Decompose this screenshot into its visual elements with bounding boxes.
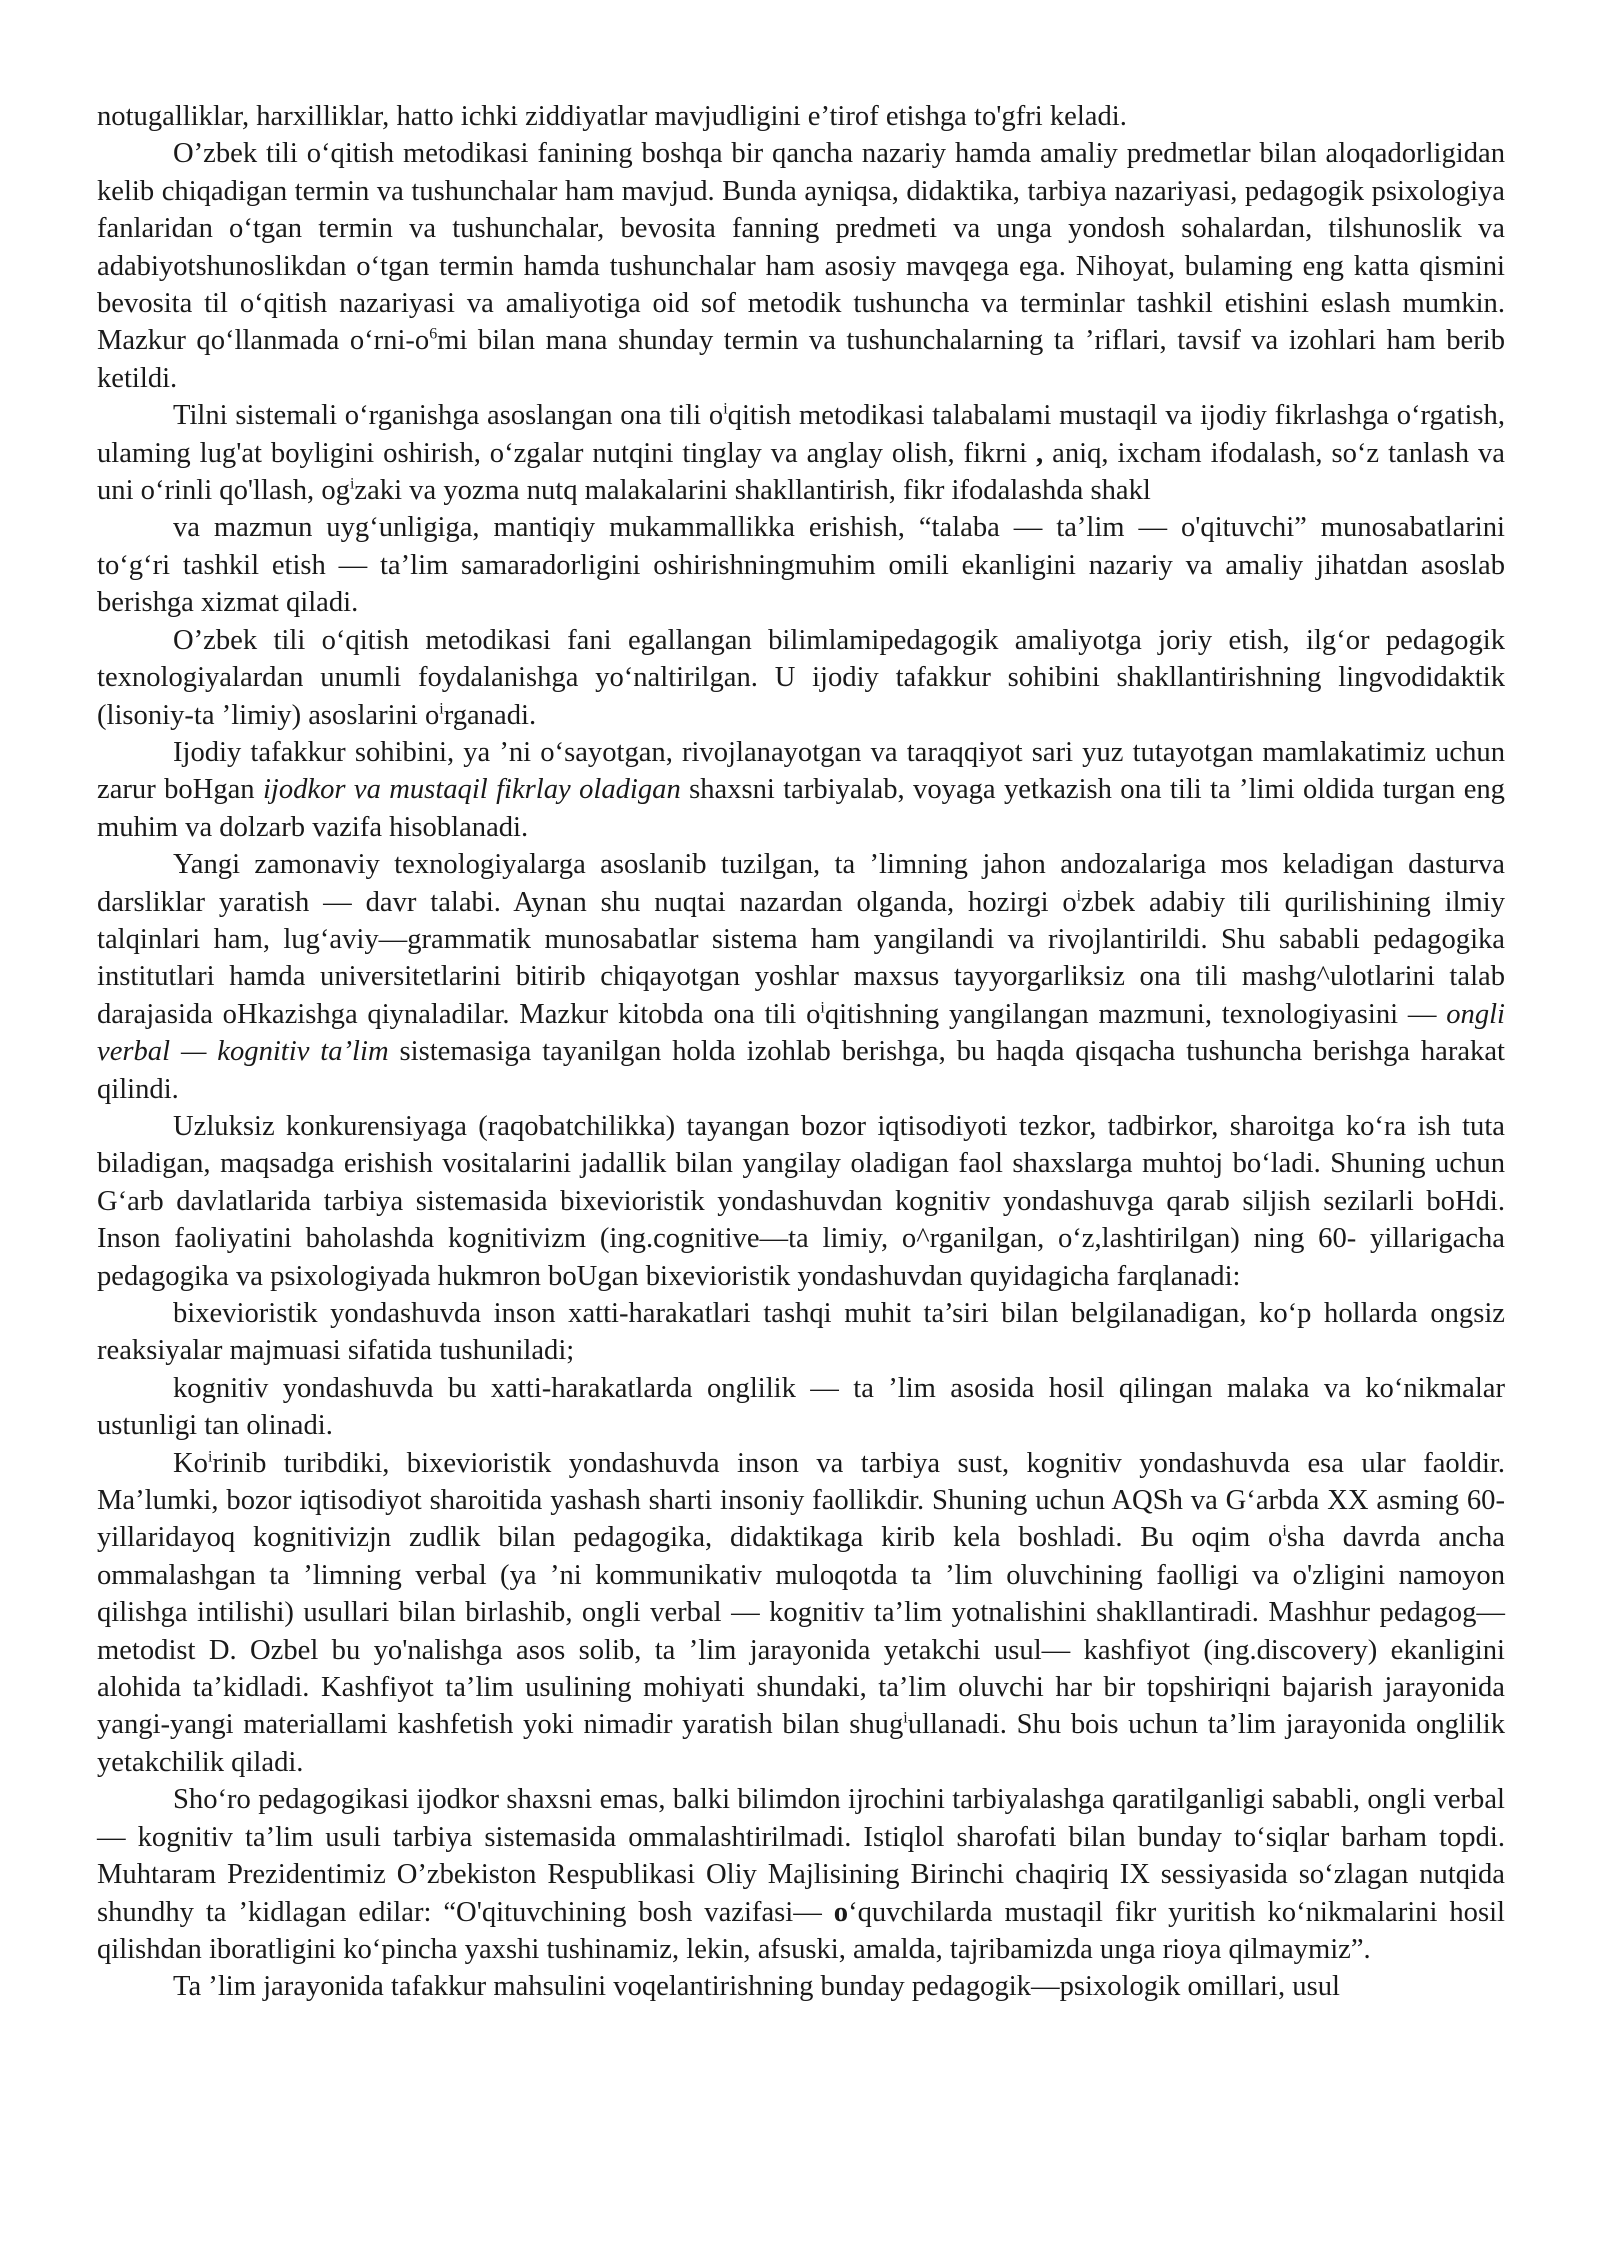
text-run: aniq, ixcham ifodalash, so‘z tanlash va uni o‘rinli qo'llash, og: [97, 437, 1505, 507]
text-run: ullanadi. Shu bois uchun ta’lim jarayonida onglilik yetakchilik qiladi.: [97, 1709, 1505, 1778]
superscript: i: [439, 699, 444, 717]
superscript: i: [723, 400, 728, 418]
bold-text: o: [833, 1896, 849, 1928]
text-run: notugalliklar, harxilliklar, hatto ichki ziddiyatlar mavjudligini e’tirof etishga to'gfri keladi.: [97, 101, 1127, 132]
superscript: i: [820, 999, 825, 1017]
paragraph: [97, 1295, 1505, 1370]
text-run: rinib turibdiki, bixevioristik yondashuvda inson va tarbiya sust, kognitiv yondashuvda esa ular faoldir. Ma’lumki, bozor iqtisodiyot sharoitida yashash sharti insoniy faollikdir. Shuning uchun AQSh va G‘arbda XX asming 60-yillaridayoq kognitivizjn zudlik bilan pedagogika, didaktikaga kirib kela boshladi. Bu oqim o: [97, 1447, 1505, 1554]
text-run: Uzluksiz konkurensiyaga (raqobatchilikka) tayangan bozor iqtisodiyoti tezkor, tadbirkor, sharoitga ko‘ra ish tuta biladigan, maqsadga erishish vositalarini jadallik bilan yangilay oladigan faol shaxslarga muhtoj bo‘ladi. Shuning uchun G‘arb davlatlarida tarbiya sistemasida bixevioristik yondashuvdan kognitiv yondashuvga qarab siljish sezilarli boHdi. Inson faoliyatini baholashda kognitivizm (ing.cognitive—ta limiy, o^rganilgan, o‘z,lashtirilgan) ning 60- yillarigacha pedagogika va psixologiyada hukmron boUgan bixevioristik yondashuvdan quyidagicha farqlanadi:: [97, 1110, 1505, 1292]
paragraph: [97, 1108, 1505, 1295]
text-run: sha davrda ancha ommalashgan ta ’limning verbal (ya ’ni kommunikativ muloqotda ta ’lim oluvchining faolligi va o'zligini namoyon qilishga intilishi) usullari bilan birlashib, ongli verbal — kognitiv ta’lim yotnalishini shakllantiradi. Mashhur pedagog—metodist D. Ozbel bu yo'nalishga asos solib, ta ’lim jarayonida yetakchi usul— kashfiyot (ing.discovery) ekanligini alohida ta’kidladi. Kashfiyot ta’lim usulining mohiyati shundaki, ta’lim oluvchi har bir topshiriqni bajarish jarayonida yangi-yangi materiallami kashfetish yoki nimadir yaratish bilan shug: [97, 1522, 1505, 1741]
text-run: zaki va yozma nutq malakalarini shakllantirish, fikr ifodalashda shakl: [354, 475, 1151, 507]
superscript: i: [1282, 1522, 1287, 1540]
text-run: Sho‘ro pedagogikasi ijodkor shaxsni emas, balki bilimdon ijrochini tarbiyalashga qaratilganligi sababli, ongli verbal— kognitiv ta’lim usuli tarbiya sistemasida ommalashtirilmadi. Istiqlol sharofati bilan bunday to‘siqlar barham topdi. Muhtaram Prezidentimiz O’zbekiston Respublikasi Oliy Majlisining Birinchi chaqiriq IX sessiyasida so‘zlagan nutqida shundhy ta ’kidlagan edilar: “O'qituvchining bosh vazifasi—: [97, 1784, 1505, 1928]
text-run: Ko: [173, 1447, 208, 1479]
text-run: qitish metodikasi talabalami mustaqil va ijodiy fikrlashga o‘rgatish, ulaming lug'at boyligini oshirish, o‘zgalar nutqini tinglay va anglay olish, fikrni: [97, 400, 1505, 469]
paragraph: [97, 1445, 1505, 1782]
text-run: Ta ’lim jarayonida tafakkur mahsulini voqelantirishning bunday pedagogik—psixologik omillari, usul: [173, 1971, 1340, 2003]
paragraph: [97, 509, 1505, 621]
text-run: kognitiv yondashuvda bu xatti-harakatlarda onglilik — ta ’lim asosida hosil qilingan malaka va ko‘nikmalar ustunligi tan olinadi.: [97, 1372, 1505, 1442]
text-run: qitishning yangilangan mazmuni, texnologiyasini —: [824, 998, 1447, 1030]
text-run: va mazmun uyg‘unligiga, mantiqiy mukammallikka erishish, “talaba — ta’lim — o'qituvchi” munosabatlarini to‘g‘ri tashkil etish — ta’lim samaradorligini oshirishningmuhim omili ekanligini nazariy va amaliy jihatdan asoslab berishga xizmat qiladi.: [97, 512, 1505, 619]
text-run: Yangi zamonaviy texnologiyalarga asoslanib tuzilgan, ta ’limning jahon andozalariga mos keladigan dasturva darsliklar yaratish — davr talabi. Aynan shu nuqtai nazardan olganda, hozirgi o: [97, 849, 1505, 918]
italic-text: ijodkor va mustaqil fikrlay oladigan: [262, 774, 681, 806]
italic-text: ongli verbal — kognitiv ta’lim: [97, 998, 1505, 1068]
superscript: i: [1076, 887, 1082, 904]
text-run: sistemasiga tayanilgan holda izohlab berishga, bu haqda qisqacha tushuncha berishga harakat qilindi.: [97, 1036, 1505, 1105]
bold-text: ,: [1036, 437, 1044, 469]
text-run: shaxsni tarbiyalab, voyaga yetkazish ona tili ta ’limi oldida turgan eng muhim va dolzarb vazifa hisoblanadi.: [97, 774, 1505, 843]
superscript: i: [349, 475, 355, 493]
superscript: i: [903, 1709, 908, 1727]
text-run: rganadi.: [443, 699, 537, 731]
text-run: Ijodiy tafakkur sohibini, ya ’ni o‘sayotgan, rivojlanayotgan va taraqqiyot sari yuz tutayotgan mamlakatimiz uchun zarur boHgan: [97, 736, 1505, 806]
text-run: bixevioristik yondashuvda inson xatti-harakatlari tashqi muhit ta’siri bilan belgilanadigan, ko‘p hollarda ongsiz reaksiyalar majmuasi sifatida tushuniladi;: [97, 1298, 1505, 1367]
text-run: ‘quvchilarda mustaqil fikr yuritish ko‘nikmalarini hosil qilishdan iboratligini ko‘pincha yaxshi tushinamiz, lekin, afsuski, amalda, tajribamizda unga rioya qilmaymiz”.: [97, 1896, 1505, 1965]
text-run: zbek adabiy tili qurilishining ilmiy talqinlari ham, lug‘aviy—grammatik munosabatlar sistema ham yangilandi va rivojlantirildi. Shu sababli pedagogika institutlari hamda universitetlarini bitirib chiqayotgan yoshlar maxsus tayyorgarliksiz ona tili mashg^ulotlarini talab darajasida oHkazishga qiynaladilar. Mazkur kitobda ona tili o: [97, 886, 1505, 1030]
document-page: [97, 98, 1505, 2006]
paragraph: [97, 734, 1505, 846]
paragraph: [97, 397, 1505, 509]
paragraph: [97, 622, 1505, 734]
paragraph: [97, 135, 1505, 397]
paragraph: [97, 846, 1505, 1108]
paragraph: [97, 1370, 1505, 1445]
paragraph: [97, 98, 1505, 135]
superscript: i: [207, 1448, 213, 1466]
paragraph: [97, 1781, 1505, 1968]
text-run: O’zbek tili o‘qitish metodikasi fani egallangan bilimlamipedagogik amaliyotga joriy etish, ilg‘or pedagogik texnologiyalardan unumli foydalanishga yo‘naltirilgan. U ijodiy tafakkur sohibini shakllantirishning lingvodidaktik (lisoniy-ta ’limiy) asoslarini o: [97, 624, 1505, 731]
superscript: 6: [429, 325, 438, 343]
text-run: O’zbek tili o‘qitish metodikasi fanining boshqa bir qancha nazariy hamda amaliy predmetlar bilan aloqadorligidan kelib chiqadigan termin va tushunchalar ham mavjud. Bunda ayniqsa, didaktika, tarbiya nazariyasi, pedagogik psixologiya fanlaridan o‘tgan termin va tushunchalar, bevosita fanning predmeti va unga yondosh sohalardan, tilshunoslik va adabiyotshunoslikdan o‘tgan termin hamda tushunchalar ham asosiy mavqega ega. Nihoyat, bulaming eng katta qismini bevosita til o‘qitish nazariyasi va amaliyotiga oid sof metodik tushuncha va terminlar tashkil etishini eslash mumkin. Mazkur qo‘llanmada o‘rni-o: [97, 138, 1505, 357]
text-run: mi bilan mana shunday termin va tushunchalarning ta ’riflari, tavsif va izohlari ham berib ketildi.: [97, 325, 1505, 394]
text-run: Tilni sistemali o‘rganishga asoslangan ona tili o: [173, 400, 724, 432]
paragraph: [97, 1968, 1505, 2005]
